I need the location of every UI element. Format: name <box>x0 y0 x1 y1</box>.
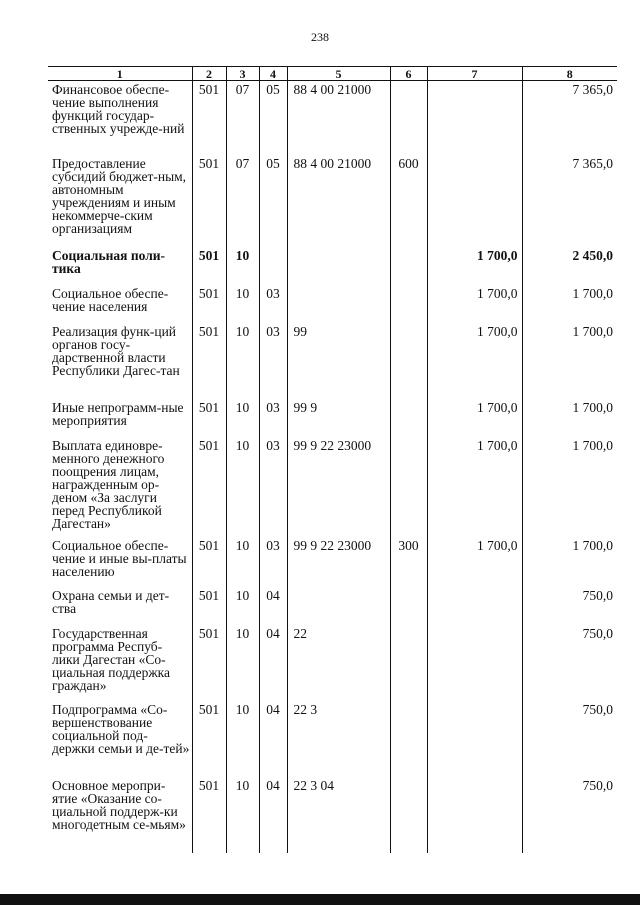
row-col-7: 1 700,0 <box>427 323 522 399</box>
row-name: Государственная программа Респуб-лики Дагестан «Со-циальная поддержка граждан» <box>48 625 192 701</box>
row-col-2: 501 <box>192 399 226 437</box>
row-col-8: 7 365,0 <box>522 155 617 247</box>
row-col-4: 05 <box>259 81 287 156</box>
row-col-3: 07 <box>226 155 259 247</box>
row-col-3: 10 <box>226 399 259 437</box>
row-col-5: 22 <box>287 625 390 701</box>
header-col-6: 6 <box>390 67 427 81</box>
row-col-4: 04 <box>259 777 287 853</box>
row-col-6 <box>390 399 427 437</box>
row-col-2: 501 <box>192 625 226 701</box>
row-col-8: 1 700,0 <box>522 537 617 587</box>
scan-bottom-edge <box>0 894 640 905</box>
row-col-7 <box>427 777 522 853</box>
row-col-8: 750,0 <box>522 625 617 701</box>
row-col-8: 1 700,0 <box>522 323 617 399</box>
row-col-3: 10 <box>226 247 259 285</box>
table-row <box>48 701 617 777</box>
row-name: Иные непрограмм-ные мероприятия <box>48 399 192 437</box>
row-col-4: 04 <box>259 625 287 701</box>
row-col-3: 10 <box>226 587 259 625</box>
table-row <box>48 399 617 437</box>
row-col-8: 750,0 <box>522 587 617 625</box>
row-col-4: 04 <box>259 701 287 777</box>
row-col-7: 1 700,0 <box>427 285 522 323</box>
row-col-8: 7 365,0 <box>522 81 617 156</box>
budget-table <box>48 66 617 853</box>
row-name: Социальное обеспе-чение населения <box>48 285 192 323</box>
row-col-6: 600 <box>390 155 427 247</box>
row-col-7: 1 700,0 <box>427 399 522 437</box>
table-row <box>48 285 617 323</box>
row-col-6: 300 <box>390 537 427 587</box>
table-row <box>48 155 617 247</box>
row-col-6 <box>390 587 427 625</box>
row-col-7: 1 700,0 <box>427 437 522 537</box>
row-col-5: 99 9 22 23000 <box>287 537 390 587</box>
row-col-7 <box>427 701 522 777</box>
header-col-5: 5 <box>287 67 390 81</box>
row-col-7: 1 700,0 <box>427 247 522 285</box>
table-row <box>48 777 617 853</box>
row-name: Охрана семьи и дет-ства <box>48 587 192 625</box>
row-col-7 <box>427 81 522 156</box>
row-name: Выплата единовре-менного денежного поощрения лицам, награжденным ор-деном «За заслуги перед Республикой Дагестан» <box>48 437 192 537</box>
row-col-3: 10 <box>226 701 259 777</box>
row-col-4: 03 <box>259 323 287 399</box>
table-row <box>48 81 617 156</box>
row-col-2: 501 <box>192 537 226 587</box>
row-col-3: 10 <box>226 323 259 399</box>
row-col-2: 501 <box>192 437 226 537</box>
row-col-7 <box>427 625 522 701</box>
table-row <box>48 323 617 399</box>
row-name: Предоставление субсидий бюджет-ным, автономным учреждениям и иным некоммерче-ским организациям <box>48 155 192 247</box>
header-col-2: 2 <box>192 67 226 81</box>
row-col-4: 03 <box>259 285 287 323</box>
row-col-3: 10 <box>226 437 259 537</box>
row-name: Реализация функ-ций органов госу-дарственной власти Республики Дагес-тан <box>48 323 192 399</box>
table-row <box>48 625 617 701</box>
row-col-8: 1 700,0 <box>522 437 617 537</box>
row-col-6 <box>390 437 427 537</box>
header-row <box>48 67 617 81</box>
row-col-4: 03 <box>259 537 287 587</box>
row-col-3: 10 <box>226 625 259 701</box>
row-col-2: 501 <box>192 777 226 853</box>
row-col-4: 03 <box>259 399 287 437</box>
row-col-2: 501 <box>192 155 226 247</box>
table-row <box>48 537 617 587</box>
row-col-6 <box>390 625 427 701</box>
header-col-1: 1 <box>48 67 192 81</box>
row-col-5: 22 3 04 <box>287 777 390 853</box>
table-row <box>48 247 617 285</box>
row-col-2: 501 <box>192 285 226 323</box>
row-name: Основное меропри-ятие «Оказание со-циальной поддерж-ки многодетным се-мьям» <box>48 777 192 853</box>
row-col-8: 1 700,0 <box>522 399 617 437</box>
row-col-5: 88 4 00 21000 <box>287 155 390 247</box>
row-col-7: 1 700,0 <box>427 537 522 587</box>
row-col-2: 501 <box>192 81 226 156</box>
row-col-8: 2 450,0 <box>522 247 617 285</box>
page-number: 238 <box>311 30 329 44</box>
row-col-2: 501 <box>192 587 226 625</box>
row-col-4: 03 <box>259 437 287 537</box>
row-col-6 <box>390 81 427 156</box>
header-col-3: 3 <box>226 67 259 81</box>
row-name: Подпрограмма «Со-вершенствование социальной под-держки семьи и де-тей» <box>48 701 192 777</box>
row-col-5: 22 3 <box>287 701 390 777</box>
row-col-6 <box>390 701 427 777</box>
row-col-3: 07 <box>226 81 259 156</box>
row-col-4 <box>259 247 287 285</box>
row-col-6 <box>390 285 427 323</box>
table-body <box>48 81 617 854</box>
row-col-5: 99 9 <box>287 399 390 437</box>
row-col-2: 501 <box>192 323 226 399</box>
row-col-8: 750,0 <box>522 777 617 853</box>
row-col-6 <box>390 777 427 853</box>
row-col-8: 1 700,0 <box>522 285 617 323</box>
row-name: Социальное обеспе-чение и иные вы-платы населению <box>48 537 192 587</box>
table-row <box>48 587 617 625</box>
row-col-2: 501 <box>192 701 226 777</box>
row-col-2: 501 <box>192 247 226 285</box>
row-col-5 <box>287 587 390 625</box>
row-col-3: 10 <box>226 777 259 853</box>
row-col-8: 750,0 <box>522 701 617 777</box>
header-col-8: 8 <box>522 67 617 81</box>
row-col-7 <box>427 587 522 625</box>
header-col-7: 7 <box>427 67 522 81</box>
row-name: Финансовое обеспе-чение выполнения функций государ-ственных учрежде-ний <box>48 81 192 156</box>
header-col-4: 4 <box>259 67 287 81</box>
row-col-7 <box>427 155 522 247</box>
row-col-4: 04 <box>259 587 287 625</box>
row-col-5: 99 <box>287 323 390 399</box>
row-col-3: 10 <box>226 537 259 587</box>
row-col-5: 99 9 22 23000 <box>287 437 390 537</box>
row-col-6 <box>390 247 427 285</box>
row-col-5 <box>287 247 390 285</box>
row-col-5 <box>287 285 390 323</box>
table-row <box>48 437 617 537</box>
row-col-4: 05 <box>259 155 287 247</box>
row-col-5: 88 4 00 21000 <box>287 81 390 156</box>
row-col-6 <box>390 323 427 399</box>
row-name: Социальная поли-тика <box>48 247 192 285</box>
row-col-3: 10 <box>226 285 259 323</box>
